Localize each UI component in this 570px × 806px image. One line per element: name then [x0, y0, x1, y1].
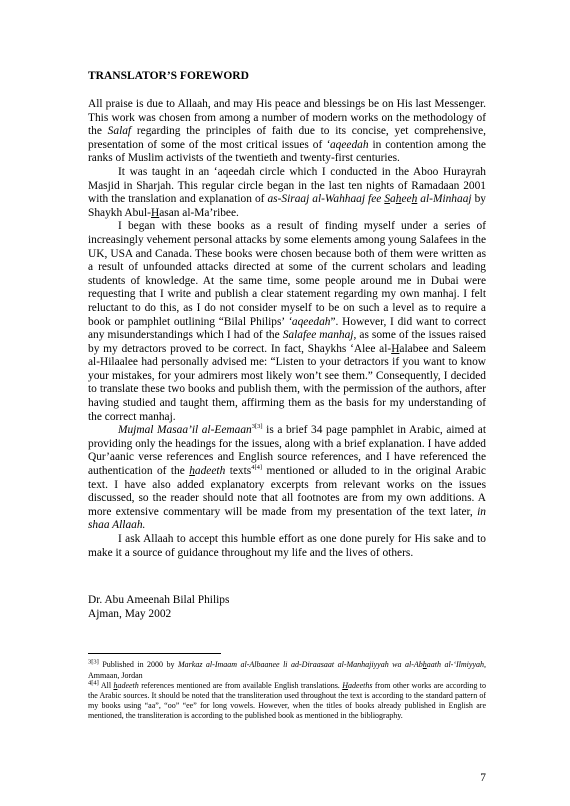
signature-block [88, 594, 486, 621]
author-name: Dr. Abu Ameenah Bilal Philips [88, 594, 230, 607]
page-number: 7 [480, 772, 486, 784]
paragraph-mujmal: Mujmal Masaa’il al-Eemaan$^{3[3]}$ is a brief 34 page pamphlet in Arabic, aimed at providing only the headings for the issues, along with a brief explanation. I have added Qur’aanic verse references and English source references, and I have referenced the authentication of the hadeeth texts$^{4[4]}$ mentioned or alluded to in the original Arabic text. I have also added explanatory excerpts from relevant works on the issues discussed, so the reader should note that all footnotes are from my own additions. A more extensive commentary will be made from my presentation of the text later, in shaa Allaah. [88, 423, 486, 532]
footnote-3: $^{3[3]}$ Published in 2000 by Markaz al-Imaam al-Albaanee li ad-Diraasaat al-Manhajiyyah wa al-Abhaath al-‘Ilmiyyah, Ammaan, Jordan [88, 658, 487, 680]
place-date: Ajman, May 2002 [88, 607, 172, 620]
footnote-4: $^{4[4]}$ All hadeeth references mentioned are from available English translations. Hadeeths from other works are according to the Arabic sources. It should be noted that the transliteration used throughout the text is according to the standard pattern of my books using “aa”, “oo” “ee” for long vowels. However, when the titles of books already published in English are mentioned, the transliteration is according to the published book as mentioned in the bibliography. [88, 679, 486, 721]
footnote-divider [88, 653, 221, 654]
paragraph-circle: It was taught in an ‘aqeedah circle which I conducted in the Aboo Hurayrah Masjid in Sharjah. This regular circle began in the last ten nights of Ramadaan 2001 with the translation and explanation of as-Siraaj al-Wahhaaj fee Saheeh al-Minhaaj by Shaykh Abul-Hasan al-Ma’ribee. [88, 165, 486, 219]
page-title: TRANSLATOR’S FOREWORD [88, 70, 249, 82]
paragraph-intro: All praise is due to Allaah, and may His peace and blessings be on His last Messenger. This work was chosen from among a number of modern works on the methodology of the Salaf regarding the principles of faith due to its concise, yet comprehensive, presentation of some of the most critical issues of ‘aqeedah in contention among the ranks of Muslim activists of the twentieth and twenty-first centuries. [88, 98, 486, 165]
paragraph-reasons: I began with these books as a result of finding myself under a series of increasingly vehement personal attacks by some elements among young Salafees in the UK, USA and Canada. These books were chosen because both of them were written as a result of unfounded attacks directed at some of the current scholars and leading students of knowledge. At the same time, some people around me in Dubai were requesting that I write and publish a clear statement regarding my own manhaj. I felt reluctant to do this, as I do not consider myself to be on such a level as to require a book or pamphlet outlining “Bilal Philips’ ‘aqeedah”. However, I did want to correct any misunderstandings which I had of the Salafee manhaj, as some of the issues raised by my detractors proved to be correct. In fact, Shaykhs ‘Alee al-Halabee and Saleem al-Hilaalee had personally advised me: “Listen to your detractors if you want to know your mistakes, for your admirers most likely won’t see them.” Consequently, I decided to translate these two books and publish them, with the permission of the authors, after having studied and taught them, affirming them as the basis for my understanding of the correct manhaj. [88, 220, 487, 423]
paragraph-closing: I ask Allaah to accept this humble effort as one done purely for His sake and to make it a source of guidance throughout my life and the lives of others. [88, 533, 486, 559]
